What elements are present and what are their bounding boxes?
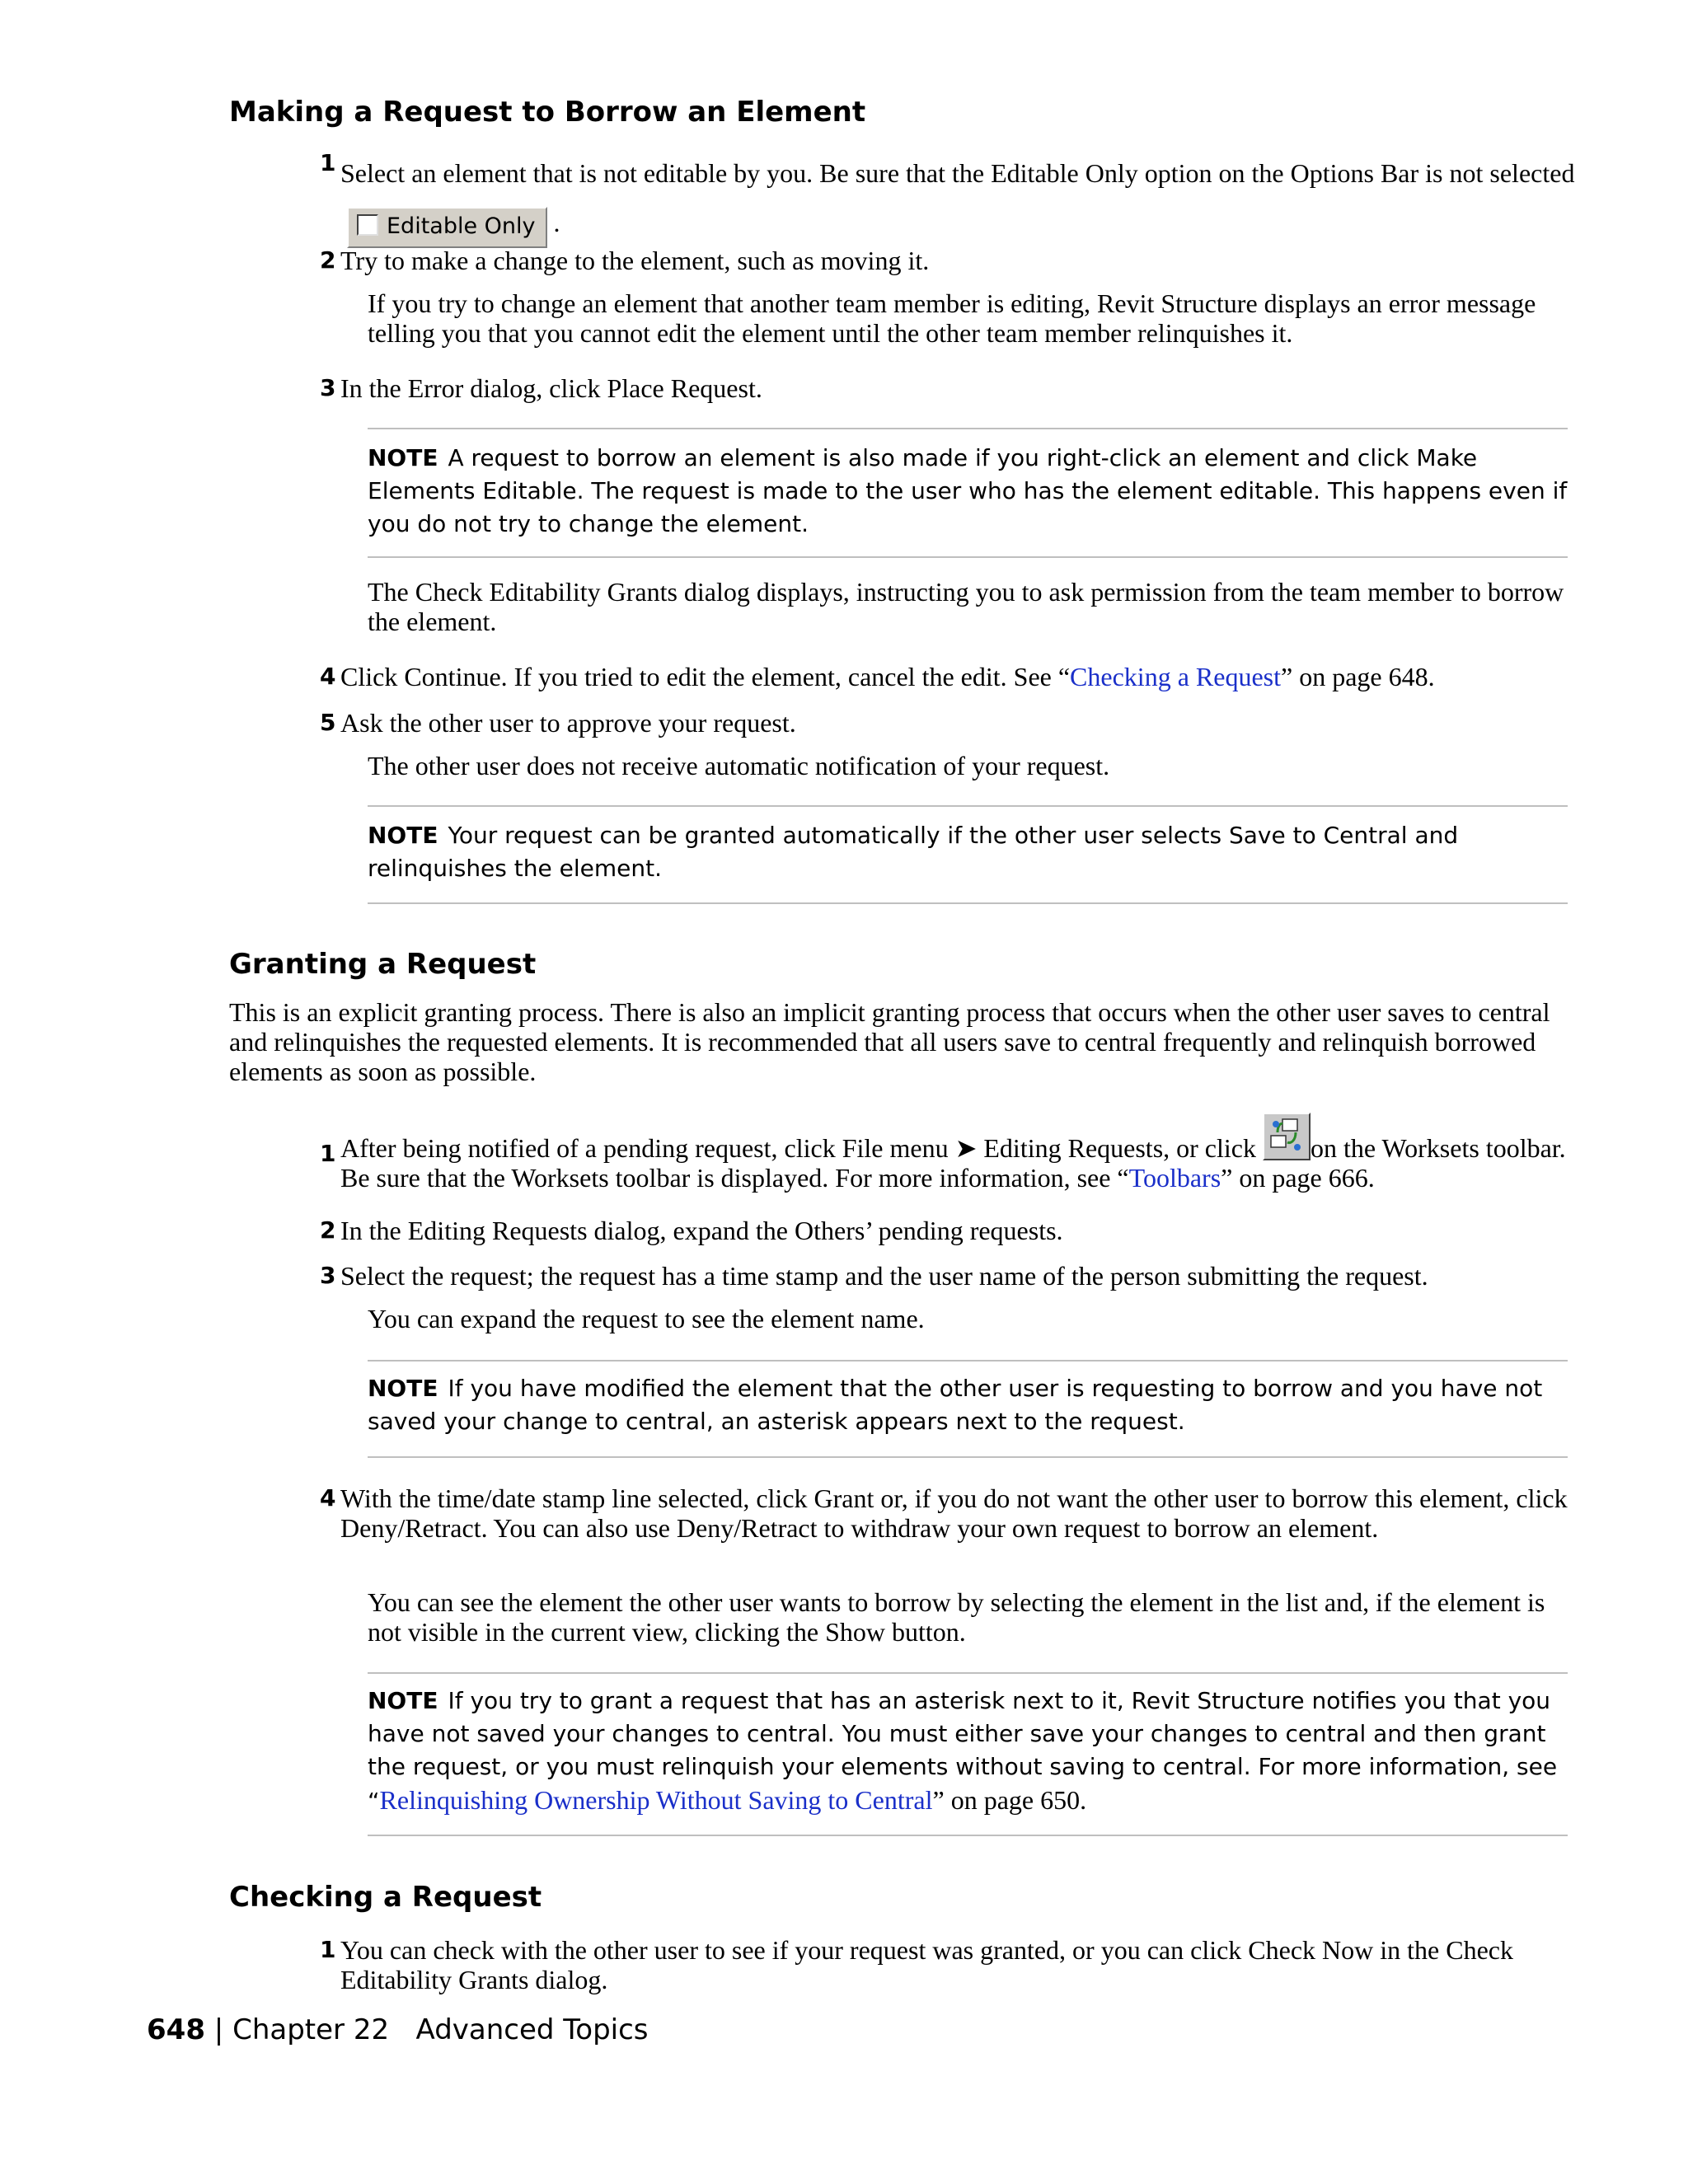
step-text: With the time/date stamp line selected, click Grant or, if you do not want the other user to borrow this element, click Deny/Retract. You can also use Deny/Retract to withdraw your own request to borrow an element. [340,1483,1568,1543]
step-number: 1 [320,1140,336,1167]
step-text: Ask the other user to approve your request. [340,708,796,738]
note-rule-bottom [368,902,1568,904]
step-text: Try to make a change to the element, such as moving it. [340,246,930,275]
note-text: Your request can be granted automatically if the other user selects Save to Central and relinquishes the element. [368,822,1459,882]
step-2-make-change [320,246,1577,275]
note-rule-top [368,428,1568,429]
footer-title: Advanced Topics [415,2013,649,2046]
step-text: After being notified of a pending request, click File menu ➤ Editing Requests, or click [340,1133,1256,1163]
step-number: 5 [320,709,336,736]
heading-checking-a-request: Checking a Request [229,1881,542,1914]
footer-separator: | [213,2013,224,2046]
step-number: 4 [320,663,336,690]
step-text: Select the request; the request has a time stamp and the user name of the person submitting the request. [340,1261,1428,1291]
step-text: You can check with the other user to see if your request was granted, or you can click Check Now in the Check Editability Grants dialog. [340,1935,1513,1994]
note-text: If you try to grant a request that has an asterisk next to it, Revit Structure notifies you that you have not saved your changes to central. You must either save your changes to central and then grant the request, or you must relinquish your elements without saving to central. For more information, see “ [368,1687,1558,1815]
step-3-paragraph: You can expand the request to see the element name. [368,1304,925,1333]
step-5-paragraph: The other user does not receive automatic notification of your request. [368,751,1110,780]
step-number: 3 [320,374,336,401]
note-rule-top [368,1360,1568,1361]
paragraph-check-editability: The Check Editability Grants dialog displays, instructing you to ask permission from the team member to borrow the element. [368,577,1564,636]
note-text-tail: ” on page 650. [932,1785,1087,1815]
step-1-check-now [320,1935,1577,1994]
step-text-tail: ” on page 648. [1280,662,1435,691]
step-3-select-request [320,1261,1577,1291]
step-text: In the Editing Requests dialog, expand the Others’ pending requests. [340,1216,1063,1245]
footer-chapter: Chapter 22 [232,2013,390,2046]
step-5-ask-user [320,708,1577,738]
note-3 [368,1372,1571,1438]
unchecked-checkbox-icon [357,214,378,236]
step-number: 4 [320,1484,336,1511]
period: . [553,208,560,237]
note-label: NOTE [368,822,438,849]
link-toolbars[interactable]: Toolbars [1128,1163,1221,1193]
page-number: 648 [147,2013,205,2046]
step-4-grant [320,1483,1577,1543]
step-text-mid: on the Worksets toolbar. Be sure that the Worksets toolbar is displayed. For more information, see “ [340,1133,1566,1193]
editing-requests-icon[interactable] [1263,1113,1311,1160]
note-2 [368,819,1571,885]
step-4-click-continue [320,662,1577,691]
step-number: 1 [320,1936,336,1963]
heading-making-a-request: Making a Request to Borrow an Element [229,96,866,129]
note-rule-top [368,1672,1568,1674]
note-rule-top [368,805,1568,807]
checkbox-label: Editable Only [387,213,536,239]
step-number: 2 [320,246,336,274]
step-number: 1 [320,149,336,176]
note-text: If you have modified the element that the other user is requesting to borrow and you have not saved your change to central, an asterisk appears next to the request. [368,1375,1543,1435]
note-rule-bottom [368,1835,1568,1836]
note-label: NOTE [368,444,438,471]
link-checking-a-request[interactable]: Checking a Request [1070,662,1281,691]
heading-granting-a-request: Granting a Request [229,948,537,981]
step-text: Click Continue. If you tried to edit the element, cancel the edit. See “ [340,662,1071,691]
note-label: NOTE [368,1375,438,1402]
step-text-tail: ” on page 666. [1221,1163,1375,1193]
step-2-editing-requests [320,1216,1577,1245]
step-number: 2 [320,1216,336,1244]
note-1 [368,442,1571,541]
editable-only-checkbox[interactable] [347,207,547,248]
note-4 [368,1685,1571,1818]
step-text: Select an element that is not editable by you. Be sure that the Editable Only option on the Options Bar is not selected [340,158,1575,188]
note-text: A request to borrow an element is also made if you right-click an element and click Make Elements Editable. The request is made to the user who has the element editable. This happens even if you do not try to change the element. [368,444,1568,537]
note-rule-bottom [368,556,1568,558]
note-rule-bottom [368,1456,1568,1458]
page-footer [147,2013,649,2046]
link-relinquishing-ownership[interactable]: Relinquishing Ownership Without Saving to Central [379,1785,933,1815]
step-text: In the Error dialog, click Place Request. [340,373,762,403]
granting-intro-paragraph: This is an explicit granting process. There is also an implicit granting process that occurs when the other user saves to central and relinquishes the requested elements. It is recommended that all users save to central frequently and relinquish borrowed elements as soon as possible. [229,997,1550,1086]
step-4-paragraph: You can see the element the other user wants to borrow by selecting the element in the list and, if the element is not visible in the current view, clicking the Show button. [368,1587,1545,1647]
step-2-paragraph: If you try to change an element that another team member is editing, Revit Structure displays an error message telling you that you cannot edit the element until the other team member relinquishes it. [368,288,1536,348]
step-1-file-menu [320,1113,1577,1193]
step-3-place-request [320,373,1577,403]
step-number: 3 [320,1262,336,1289]
note-label: NOTE [368,1687,438,1714]
step-1-select-element [320,148,1577,248]
